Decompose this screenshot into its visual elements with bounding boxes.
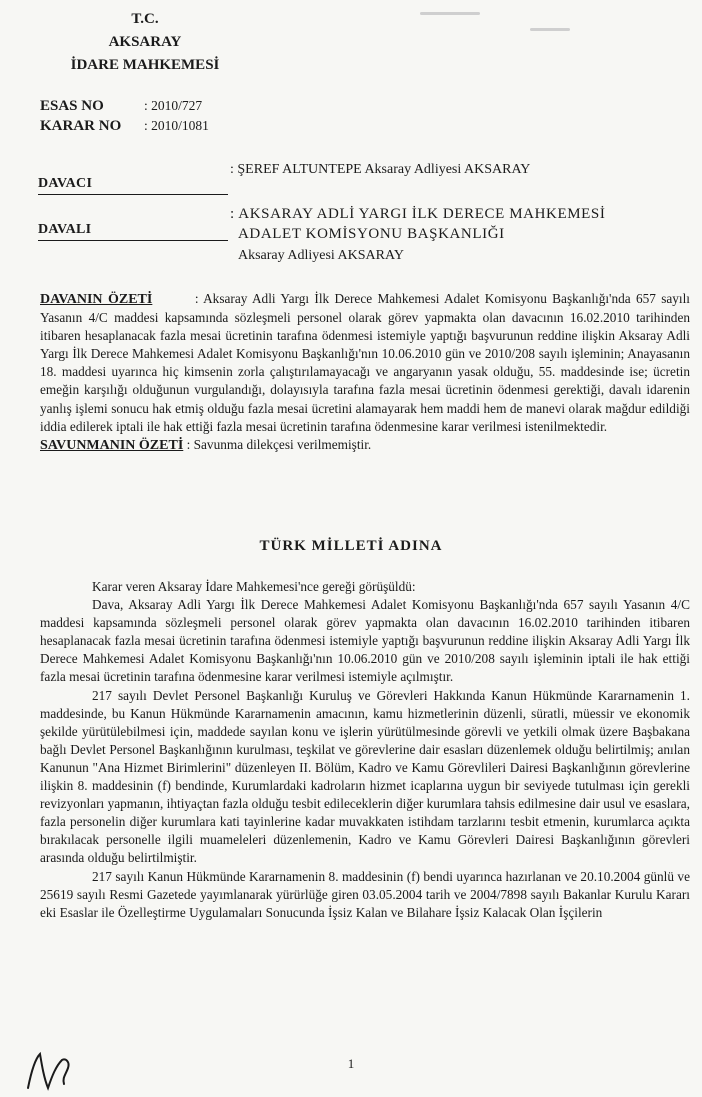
scan-speck — [420, 12, 480, 15]
body-paragraph: Dava, Aksaray Adli Yargı İlk Derece Mahkemesi Adalet Komisyonu Başkanlığı'nda 657 sayılı Yasanın 4/C maddesi kapsamında sözleşmeli personel olarak görev yapmakta olan davacının 16.02.2010 tarihinden itibaren hesaplanacak fazla mesai ücretinin tarafına ödenmesi istemiyle yaptığı başvurunun reddine ilişkin Aksaray Adli Yargı İlk Derece Mahkemesi Adalet Komisyonu Başkanlığı'nın 10.06.2010 gün ve 2010/208 sayılı işleminin iptali ile hak ettiği fazla mesai ücretinin tarafına ödenmesine karar verilmesi istemiyle açılmıştır. — [40, 597, 690, 685]
davali-line2: ADALET KOMİSYONU BAŞKANLIĞI — [238, 226, 505, 242]
davaci-label: DAVACI — [38, 176, 93, 191]
header-city: AKSARAY — [108, 34, 182, 50]
karar-value: : 2010/1081 — [144, 118, 209, 133]
decision-body — [40, 578, 690, 922]
esas-value: : 2010/727 — [144, 98, 203, 113]
body-paragraph: 217 sayılı Kanun Hükmünde Kararnamenin 8. maddesinin (f) bendi uyarınca hazırlanan ve 20.10.2004 günlü ve 25619 sayılı Resmi Gazetede yayımlanarak yürürlüğe giren 03.05.2004 tarih ve 2004/7898 sayılı Bakanlar Kurulu Kararı eki Esaslar ile Özelleştirme Uygulamaları Sonucunda İşsiz Kalan ve Bilahare İşsiz Kalacak Olan İşçilerin — [40, 868, 690, 920]
karar-label: KARAR NO — [40, 118, 122, 134]
davali-underline — [38, 240, 228, 241]
header-court: İDARE MAHKEMESİ — [70, 57, 220, 73]
case-numbers — [40, 96, 209, 136]
case-summary — [40, 290, 690, 455]
defense-text: : Savunma dilekçesi verilmemiştir. — [186, 436, 372, 452]
davali-line1: : AKSARAY ADLİ YARGI İLK DERECE MAHKEMESİ — [230, 206, 606, 222]
defense-label: SAVUNMANIN ÖZETİ — [40, 437, 184, 453]
davali-label: DAVALI — [38, 222, 92, 237]
davaci-value: : ŞEREF ALTUNTEPE Aksaray Adliyesi AKSARAY — [230, 162, 531, 177]
summary-label: DAVANIN ÖZETİ — [40, 292, 153, 307]
header-tc: T.C. — [131, 11, 159, 27]
davali-line3: Aksaray Adliyesi AKSARAY — [238, 248, 404, 263]
esas-label: ESAS NO — [40, 98, 104, 114]
scan-speck — [530, 28, 570, 31]
davaci-underline — [38, 194, 228, 195]
summary-text: : Aksaray Adli Yargı İlk Derece Mahkemesi Adalet Komisyonu Başkanlığı'nda 657 sayılı Yasanın 4/C maddesi kapsamında sözleşmeli personel olarak görev yapmakta olan davacının 16.02.2010 tarihinden itibaren hesaplanacak fazla mesai ücretinin tarafına ödenmesi istemiyle yaptığı başvurunun reddine ilişkin Aksaray Adli Yargı İlk Derece Mahkemesi Adalet Komisyonu Başkanlığı'nın 10.06.2010 gün ve 2010/208 sayılı işleminin; Anayasanın 18. maddesi uyarınca hiç kimsenin zorla çalıştırılamayacağı ve angaryanın yasak olduğu, 55. maddesinde ise; ücretin emeğin karşılığı olduğunun vurgulandığı, dolayısıyla tarafına fazla mesai ücretinin ödenmesi gerektiği, davalı idarenin yanlış işlemi sonucu hak etmiş olduğu fazla mesai ücretini alamayarak hem maddi hem de manevi olarak mağdur edildiği iddia edilerek iptali ile hak ettiği fazla mesai ücretinin tarafına ödenmesine karar verilmesi istenilmektedir. — [40, 291, 691, 434]
page-number: 1 — [347, 1056, 355, 1071]
signature-mark — [22, 1048, 82, 1094]
decision-title: TÜRK MİLLETİ ADINA — [259, 538, 443, 554]
body-paragraph: 217 sayılı Devlet Personel Başkanlığı Kuruluş ve Görevleri Hakkında Kanun Hükmünde Kararnamenin 1. maddesinde, bu Kanun Hükmünde Kararnamenin amacının, kamu hizmetlerinin düzenli, süratli, müessir ve ekonomik şekilde yürütülebilmesi için, maddede sayılan konu ve işlerin yürütülmesinde görevli ve yetkili olmak üzere Başbakana bağlı Devlet Personel Başkanlığının kurulması, teşkilat ve görevlerine dair esasları düzenlemek olduğu belirtilmiş; anılan Kanunun "Ana Hizmet Birimlerini" düzenleyen II. Bölüm, Kadro ve Kamu Görevlileri Dairesi Başkanlığının görevlerine ilişkin 8. maddesinin (f) bendinde, Kurumlardaki kadroların hizmet icaplarına uygun bir seviyede tutulması için gerekli revizyonları yapmanın, ihtiyaçtan fazla olduğu tesbit edileceklerin diğer kurumlara tahsis edilmesine dair usul ve esaslara, fazla personelin diğer kurumlara kati tayinlerine kadar muvakkaten istihdam tarzlarını tesbit etmenin, kurumlarca açıkta bırakılacak personelle ilgili muameleleri düzenlemenin, Kadro ve Kamu Görevleri Dairesi Başkanlığının görevleri arasında olduğu belirtilmiştir. — [40, 687, 690, 866]
court-header — [40, 8, 250, 77]
body-paragraph: Karar veren Aksaray İdare Mahkemesi'nce gereği görüşüldü: — [92, 579, 416, 594]
